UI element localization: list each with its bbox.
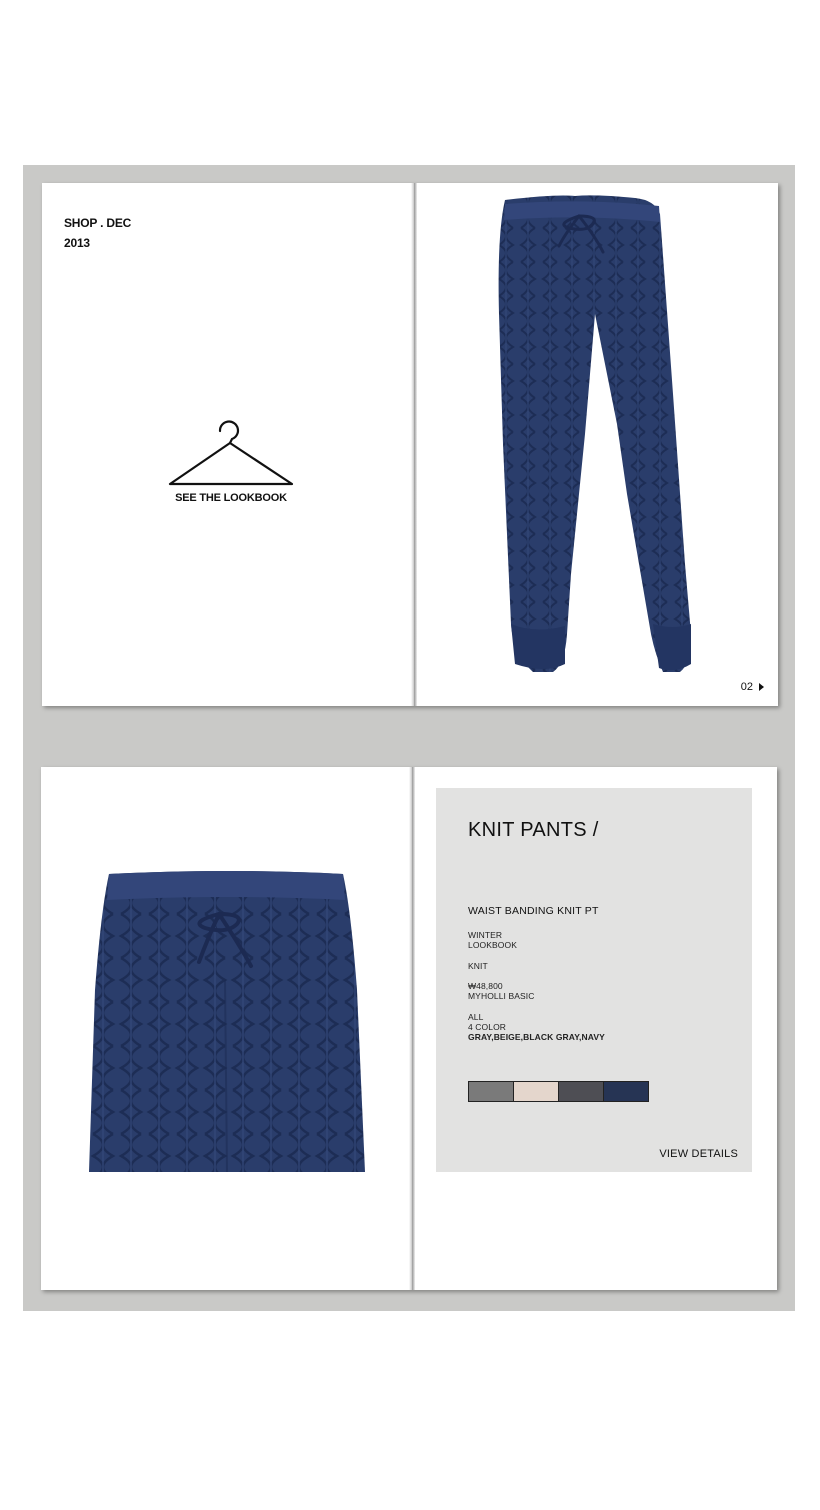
size-value: ALL	[468, 1012, 484, 1022]
color-swatches	[468, 1081, 649, 1102]
season-line2: LOOKBOOK	[468, 940, 517, 950]
knit-pants-full-image	[495, 194, 695, 674]
swatch-gray[interactable]	[469, 1082, 514, 1101]
price-block	[468, 981, 535, 1001]
page-gutter	[411, 183, 417, 706]
shop-label: SHOP . DEC	[64, 216, 132, 230]
swatch-beige[interactable]	[514, 1082, 559, 1101]
season-line1: WINTER	[468, 930, 503, 940]
product-line: MYHOLLI BASIC	[468, 991, 535, 1001]
see-lookbook-label: SEE THE LOOKBOOK	[175, 492, 287, 504]
view-details-link[interactable]: VIEW DETAILS	[659, 1148, 738, 1160]
size-color-block	[468, 1012, 605, 1042]
shop-date-label	[64, 213, 131, 253]
colors-list: GRAY,BEIGE,BLACK GRAY,NAVY	[468, 1032, 605, 1042]
hanger-icon	[168, 415, 294, 495]
product-title: KNIT PANTS /	[468, 819, 599, 841]
lookbook-spread-product	[41, 767, 777, 1290]
see-lookbook-button[interactable]	[168, 415, 294, 511]
color-count: 4 COLOR	[468, 1022, 507, 1032]
category-label: KNIT	[468, 961, 488, 971]
page-gutter	[409, 767, 415, 1290]
price-value: ₩48,800	[468, 981, 503, 991]
year-label: 2013	[64, 236, 90, 250]
knit-pants-closeup-image	[89, 870, 365, 1172]
next-page-button[interactable]	[741, 681, 764, 693]
page-number: 02	[740, 681, 753, 693]
swatch-black-gray[interactable]	[559, 1082, 604, 1101]
lookbook-spread-cover	[42, 183, 778, 706]
product-name: WAIST BANDING KNIT PT	[468, 905, 599, 917]
product-info-panel	[436, 788, 752, 1172]
arrow-right-icon	[759, 683, 764, 691]
swatch-navy[interactable]	[604, 1082, 648, 1101]
season-label	[468, 930, 517, 950]
